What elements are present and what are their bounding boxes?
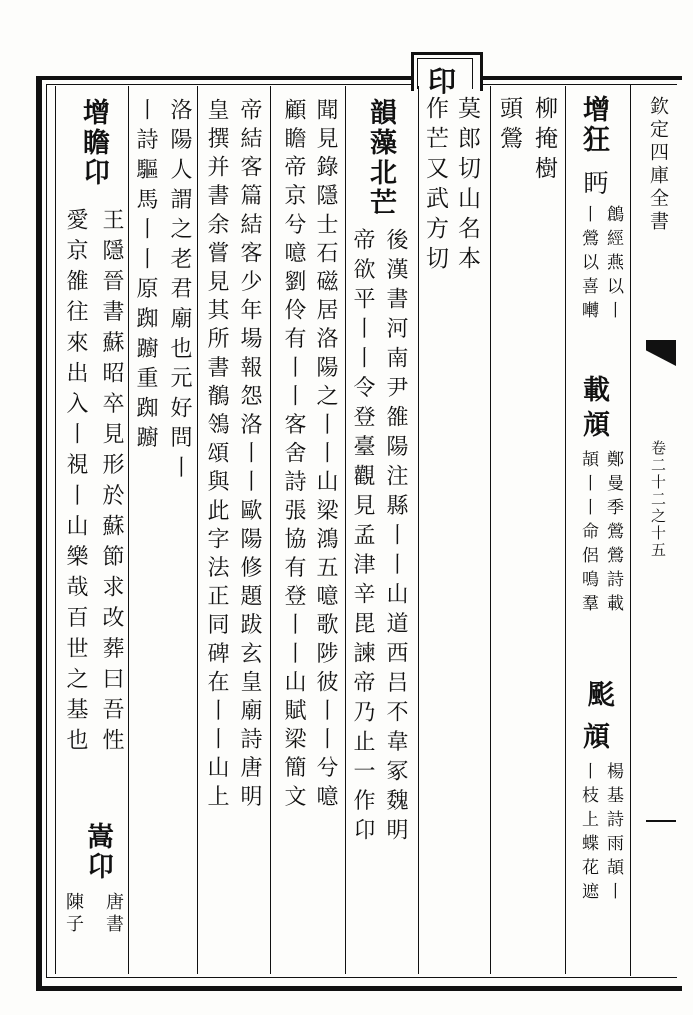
annotation-line: 鄭曼季鶯鶯詩載 bbox=[603, 450, 623, 618]
text-column: 顧瞻帝京兮噫劉伶有丨丨客舍詩張協有登丨丨山賦梁簡文 bbox=[281, 98, 306, 813]
text-column: 帝結客篇結客少年場報怨洛丨丨歐陽修題跋玄皇廟詩唐明 bbox=[237, 98, 262, 813]
annotation-line: 頡丨丨命侶鳴羣 bbox=[578, 450, 598, 618]
column-rule bbox=[55, 86, 56, 974]
margin-rule bbox=[630, 84, 631, 976]
column-rule bbox=[345, 86, 346, 974]
column-rule bbox=[128, 86, 129, 974]
text-column: 洛陽人謂之老君廟也元好問丨 bbox=[167, 98, 192, 486]
text-column: 頭鶯 bbox=[496, 96, 522, 156]
volume-label: 卷二十二之十五 bbox=[649, 440, 667, 559]
column-rule bbox=[197, 86, 198, 974]
annotation-line: 唐書 bbox=[103, 892, 124, 936]
annotation-line: 鶬經燕以丨 bbox=[603, 205, 623, 325]
column-rule bbox=[418, 86, 419, 974]
text-column: 丨詩驅馬丨丨原踟躕重踟躕 bbox=[133, 98, 158, 456]
entry-heading: 增狂 bbox=[578, 95, 609, 155]
entry-heading: 頏 bbox=[578, 722, 609, 752]
annotation-line: 丨鶯以喜囀 bbox=[578, 205, 598, 325]
text-column: 愛京雒往來出入丨視丨山樂哉百世之基也 bbox=[63, 208, 88, 759]
text-column: 柳掩樹 bbox=[531, 96, 557, 186]
book-title: 欽定四庫全書 bbox=[647, 96, 669, 234]
entry-heading: 增瞻卬 bbox=[78, 98, 109, 188]
text-column: 聞見錄隱士石磁居洛陽之丨丨山梁鴻五噫歌陟彼丨丨兮噫 bbox=[313, 98, 338, 813]
annotation-line: 丨枝上蝶花遮 bbox=[578, 762, 598, 906]
entry-char: 眄 bbox=[580, 170, 609, 198]
entry-heading: 嵩卬 bbox=[82, 822, 113, 882]
entry-heading: 韻藻北芒 bbox=[365, 98, 396, 218]
text-column: 莫郎切山名本 bbox=[454, 96, 480, 276]
section-tab-label: 印 bbox=[428, 65, 457, 98]
entry-heading: 颩 bbox=[583, 680, 614, 710]
text-column: 後漢書河南尹雒陽注縣丨丨山道西吕不韋冢魏明 bbox=[383, 228, 408, 848]
text-column: 王隱晉書蘇昭卒見形於蘇節求改葬曰吾性 bbox=[99, 208, 124, 759]
text-column: 皇撰并書余嘗見其所書鶺鴒頌與此字法正同碑在丨丨山上 bbox=[204, 98, 229, 813]
column-rule bbox=[270, 86, 271, 974]
column-rule bbox=[565, 86, 566, 974]
entry-heading: 載 bbox=[578, 375, 609, 405]
margin-tick bbox=[646, 820, 676, 822]
entry-heading: 頏 bbox=[578, 410, 609, 440]
text-column: 作芒又武方切 bbox=[422, 96, 448, 276]
text-column: 帝欲平丨丨令登臺觀見孟津辛毘諫帝乃止一作卬 bbox=[350, 228, 375, 848]
annotation-line: 陳子 bbox=[63, 892, 84, 936]
column-rule bbox=[490, 86, 491, 974]
annotation-line: 楊基詩雨頡丨 bbox=[603, 762, 623, 906]
